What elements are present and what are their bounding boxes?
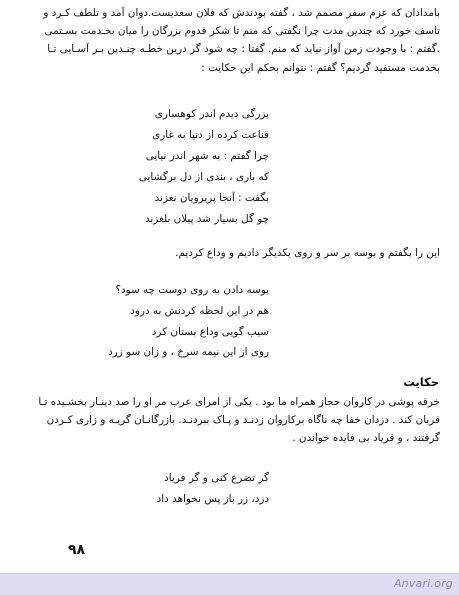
- poem-2-line: روی از این نیمه سرخ ، و زان سو زرد: [108, 346, 269, 358]
- poem-2-line: هم در این لحظه کردنش به درود: [130, 305, 269, 317]
- paragraph-1-line: بخدمت مستفید گردیم؟ گفتم : نتوانم بحکم این حکایت :: [201, 61, 440, 74]
- section-heading: حکایت: [403, 375, 439, 389]
- poem-1-line: قناعت کرده از دنیا به غاری: [152, 129, 269, 141]
- paragraph-3: [32, 393, 440, 448]
- paragraph-1-line: بامدادان که عزم سفر مصمم شد ، گفته بودندش که فلان سعدیست.دوان آمد و تلطف کـرد و: [43, 7, 440, 19]
- poem-1-line: چو گل بسیار شد پیلان بلغزند: [144, 213, 269, 225]
- paragraph-3-line: قربان کند . دزدان خفا چه ناگاه برکاروان زدنـد و پـاک ببردنـد. بازرگانـان گریـه و زاری کـردن: [46, 414, 440, 427]
- paragraph-2: این را بگفتم و بوسه بر سر و روی یکدیگر دادیم و وداع کردیم.: [175, 247, 440, 259]
- poem-1-line: بزرگی دیدم اندر کوهساری: [154, 108, 269, 120]
- poem-1-line: که باری ، بندی از دل برگشایی: [138, 171, 269, 183]
- poem-2-line: بوسه دادن به روی دوست چه سود؟: [115, 284, 269, 296]
- watermark-logo: Anvari.org: [393, 577, 453, 590]
- page-number: ۹۸: [68, 542, 86, 558]
- paragraph-1: [32, 4, 440, 77]
- poem-1-line: بگفت : آنجا پریرویان نغزند: [154, 192, 269, 204]
- paragraph-1-line: .گفتم : با وجودت زمن آواز نیاید که منم. گفتا : چه شود گر درین خطـه چنـدین بـر آسـایی تـا: [47, 43, 440, 56]
- paragraph-1-line: تاسف خورد که چندین مدت چرا نگفتی که منم تا شکر قدوم بزرگان را میان بخـدمت بسـتمی: [44, 25, 440, 38]
- paragraph-3-line: خرقه پوشی در کاروان حجاز همراه ما بود . یکی از امرای عرب مر او را صد دینـار بخشـیده تـا: [38, 396, 440, 408]
- paragraph-3-line: گرفتند ، و فریاد بی فایده خواندن .: [292, 432, 440, 445]
- poem-2-line: سیب گویی وداع بستان کرد: [151, 326, 269, 338]
- footer-bar: [0, 573, 459, 595]
- poem-1-line: چرا گفتم : به شهر اندر نیایی: [145, 150, 269, 162]
- poem-3-line: گر تضرع کنی و گر فریاد: [164, 472, 269, 484]
- poem-3-line: دزد، زر باز پس نخواهد داد: [156, 493, 269, 505]
